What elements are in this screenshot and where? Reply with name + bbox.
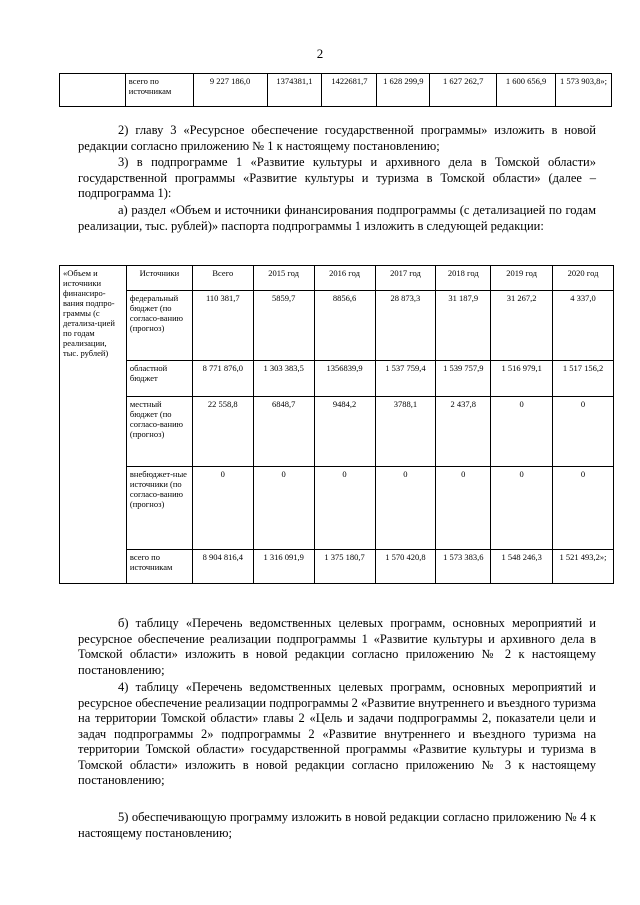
value-cell: 6848,7: [253, 397, 314, 467]
table-row: [60, 550, 614, 584]
top-table-value: 1 573 903,8»;: [556, 74, 612, 107]
value-cell: 22 558,8: [192, 397, 253, 467]
table-row: [60, 291, 614, 361]
value-cell: 8856,6: [314, 291, 375, 361]
page-number: 2: [316, 46, 324, 61]
value-cell: 0: [192, 467, 253, 550]
financing-side-label: «Объем и источники финансиро-вания подпро-граммы (с детализа-цией по годам реализации, тыс. рублей): [60, 266, 127, 584]
value-cell: 1 303 383,5: [253, 361, 314, 397]
source-cell: местный бюджет (по согласо-ванию (прогноз): [126, 397, 192, 467]
value-cell: 1 516 979,1: [491, 361, 553, 397]
value-cell: 0: [314, 467, 375, 550]
value-cell: 28 873,3: [375, 291, 436, 361]
top-table-value: 1422681,7: [322, 74, 377, 107]
value-cell: 0: [375, 467, 436, 550]
value-cell: 0: [253, 467, 314, 550]
source-cell: федеральный бюджет (по согласо-ванию (прогноз): [126, 291, 192, 361]
value-cell: 1 521 493,2»;: [553, 550, 614, 584]
source-cell: всего по источникам: [126, 550, 192, 584]
value-cell: 9484,2: [314, 397, 375, 467]
value-cell: 31 267,2: [491, 291, 553, 361]
value-cell: 3788,1: [375, 397, 436, 467]
table-row: [60, 467, 614, 550]
value-cell: 110 381,7: [192, 291, 253, 361]
value-cell: 0: [491, 467, 553, 550]
value-cell: 31 187,9: [436, 291, 491, 361]
value-cell: 0: [553, 397, 614, 467]
header-cell: Источники: [126, 266, 192, 291]
top-table-value: 1374381,1: [267, 74, 322, 107]
header-cell: 2020 год: [553, 266, 614, 291]
paragraph-item-5: 5) обеспечивающую программу изложить в новой редакции согласно приложению № 4 к настоящему постановлению;: [78, 810, 596, 840]
table-row: [60, 361, 614, 397]
paragraph-chapter-3: 2) главу 3 «Ресурсное обеспечение государственной программы» изложить в новой редакции согласно приложению № 1 к настоящему постановлению;: [78, 123, 596, 153]
value-cell: 8 904 816,4: [192, 550, 253, 584]
paragraph-item-4: 4) таблицу «Перечень ведомственных целевых программ, основных мероприятий и ресурсное обеспечение реализации подпрограммы 2 «Развитие внутреннего и въездного туризма на территории Томской области» главы 2 «Цель и задачи подпрограммы 2, показатели цели и задач подпрограммы 2» подпрограммы 2 «Развитие внутреннего и въездного туризма на территории Томской области» государственной программы «Развитие культуры и туризма в Томской области» изложить в новой редакции согласно приложению № 3 к настоящему постановлению;: [78, 680, 596, 787]
source-cell: внебюджет-ные источники (по согласо-ванию (прогноз): [126, 467, 192, 550]
value-cell: 8 771 876,0: [192, 361, 253, 397]
header-cell: 2019 год: [491, 266, 553, 291]
value-cell: 1 375 180,7: [314, 550, 375, 584]
header-cell: 2015 год: [253, 266, 314, 291]
paragraph-section-b: б) таблицу «Перечень ведомственных целевых программ, основных мероприятий и ресурсное обеспечение реализации подпрограммы 1 «Развитие культуры и архивного дела в Томской области» изложить в новой редакции согласно приложению № 2 к настоящему постановлению;: [78, 616, 596, 677]
paragraph-section-a: а) раздел «Объем и источники финансирования подпрограммы (с детализацией по годам реализации, тыс. рублей)» паспорта подпрограммы 1 изложить в следующей редакции:: [78, 203, 596, 233]
top-table-label: всего по источникам: [125, 74, 193, 107]
value-cell: 0: [491, 397, 553, 467]
top-table-value: 1 628 299,9: [377, 74, 430, 107]
top-table-value: 9 227 186,0: [193, 74, 267, 107]
value-cell: 1 573 383,6: [436, 550, 491, 584]
top-table-value: 1 600 656,9: [497, 74, 556, 107]
value-cell: 0: [553, 467, 614, 550]
value-cell: 1 537 759,4: [375, 361, 436, 397]
value-cell: 2 437,8: [436, 397, 491, 467]
value-cell: 1356839,9: [314, 361, 375, 397]
header-cell: 2016 год: [314, 266, 375, 291]
value-cell: 5859,7: [253, 291, 314, 361]
value-cell: 1 517 156,2: [553, 361, 614, 397]
header-cell: 2018 год: [436, 266, 491, 291]
value-cell: 1 316 091,9: [253, 550, 314, 584]
paragraph-subprogram-1: 3) в подпрограмме 1 «Развитие культуры и архивного дела в Томской области» государственной программы «Развитие культуры и туризма в Томской области» (далее – подпрограмма 1):: [78, 155, 596, 200]
header-cell: 2017 год: [375, 266, 436, 291]
value-cell: 1 570 420,8: [375, 550, 436, 584]
value-cell: 1 539 757,9: [436, 361, 491, 397]
financing-table: [59, 265, 614, 584]
value-cell: 0: [436, 467, 491, 550]
value-cell: 1 548 246,3: [491, 550, 553, 584]
top-table: [59, 73, 612, 107]
source-cell: областной бюджет: [126, 361, 192, 397]
table-row: [60, 397, 614, 467]
top-table-value: 1 627 262,7: [430, 74, 497, 107]
header-cell: Всего: [192, 266, 253, 291]
top-table-empty-cell: [60, 74, 126, 107]
value-cell: 4 337,0: [553, 291, 614, 361]
